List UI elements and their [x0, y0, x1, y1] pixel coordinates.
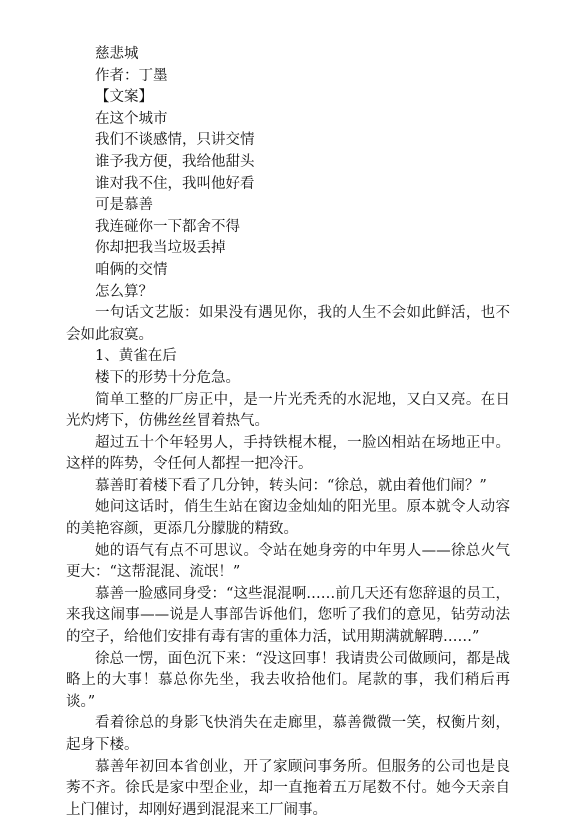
body-paragraph: 徐总一愣，面色沉下来：“没这回事！我请贵公司做顾问，都是战略上的大事！慕总你先坐，我去收拾他们。尾款的事，我们稍后再谈。”: [66, 650, 510, 710]
body-paragraph: 简单工整的厂房正中，是一片光秃秃的水泥地，又白又亮。在日光灼烤下，仿佛丝丝冒着热气。: [66, 391, 510, 430]
synopsis-line: 怎么算？: [95, 283, 153, 300]
body-paragraph: 慕善一脸感同身受：“这些混混啊……前几天还有您辞退的员工，来我这闹事——说是人事部告诉他们，您听了我们的意见，钻劳动法的空子，给他们安排有毒有害的重体力活，试用期满就解聘……”: [66, 585, 510, 646]
section-label: 【文案】: [95, 89, 153, 106]
document-title: 慈悲城: [95, 46, 139, 62]
body-paragraph: 慕善盯着楼下看了几分钟，转头问：“徐总，就由着他们闹？”: [95, 477, 487, 494]
synopsis-line: 可是慕善: [95, 197, 153, 214]
synopsis-line: 你却把我当垃圾丢掉: [95, 240, 226, 257]
synopsis-line: 在这个城市: [95, 110, 168, 127]
chapter-title: 1、黄雀在后: [95, 348, 177, 365]
body-paragraph: 她的语气有点不可思议。令站在她身旁的中年男人——徐总火气更大：“这帮混混、流氓！”: [66, 542, 510, 581]
body-paragraph: 慕善年初回本省创业，开了家顾问事务所。但服务的公司也是良莠不齐。徐氏是家中型企业，却一直拖着五万尾数不付。她今天亲自上门催讨，却刚好遇到混混来工厂闹事。: [66, 758, 510, 818]
document-body: [66, 44, 510, 821]
synopsis-line: 我们不谈感情，只讲交情: [95, 132, 255, 149]
tagline-paragraph: 一句话文艺版：如果没有遇见你，我的人生不会如此鲜活，也不会如此寂寞。: [66, 305, 510, 343]
synopsis-line: 谁予我方便，我给他甜头: [95, 153, 255, 170]
body-paragraph: 楼下的形势十分危急。: [95, 369, 240, 386]
body-paragraph: 看着徐总的身影飞快消失在走廊里，慕善微微一笑，权衡片刻，起身下楼。: [66, 715, 510, 753]
body-paragraph: 她问这话时，俏生生站在窗边金灿灿的阳光里。原本就令人动容的美艳容颜，更添几分朦胧的精致。: [66, 499, 510, 538]
synopsis-line: 谁对我不住，我叫他好看: [95, 175, 255, 192]
synopsis-line: 我连碰你一下都舍不得: [95, 218, 240, 235]
author-line: 作者：丁墨: [95, 67, 168, 84]
synopsis-line: 咱俩的交情: [95, 261, 168, 278]
body-paragraph: 超过五十个年轻男人，手持铁棍木棍，一脸凶相站在场地正中。这样的阵势，令任何人都捏一把冷汗。: [66, 434, 510, 473]
